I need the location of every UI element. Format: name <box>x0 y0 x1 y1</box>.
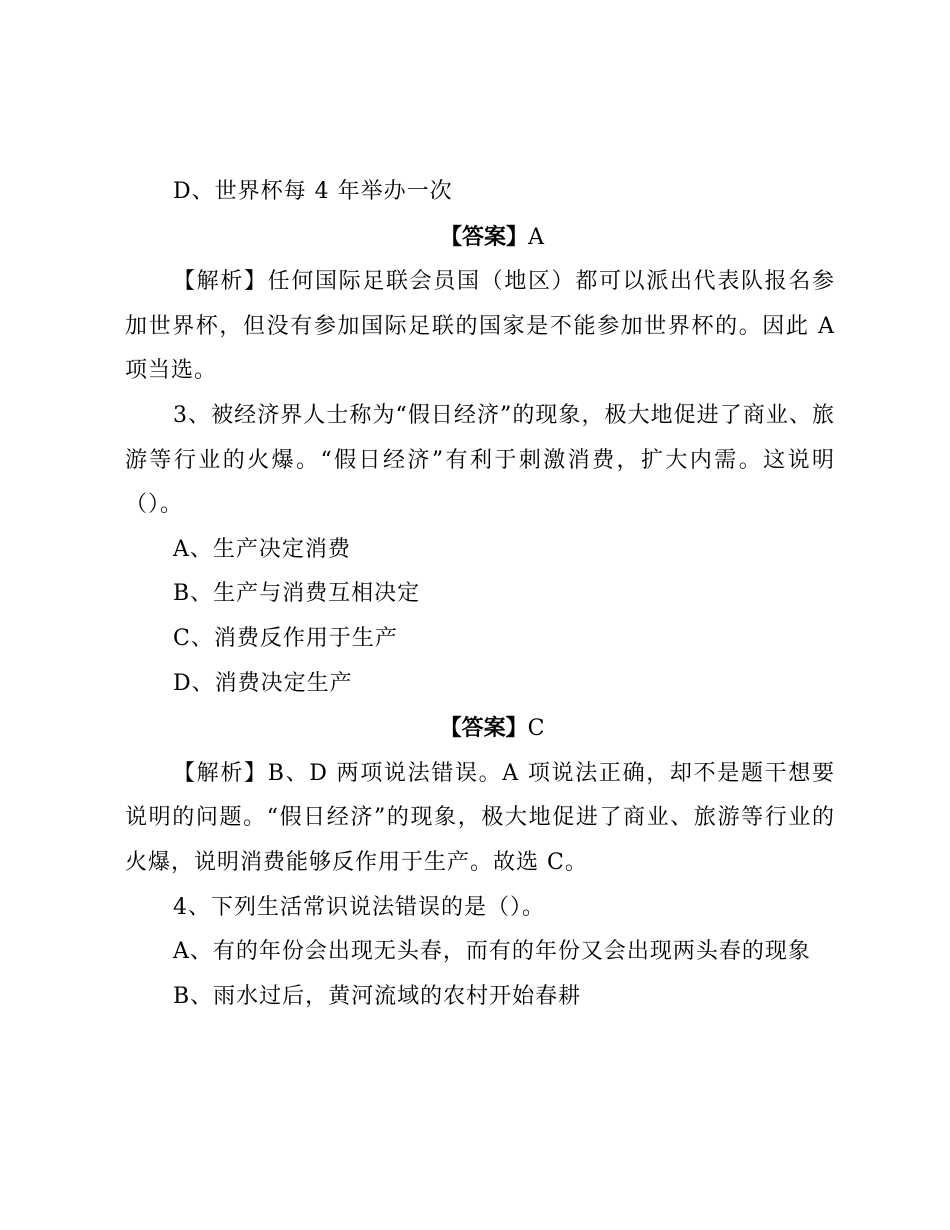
answer-value: C <box>527 716 545 742</box>
option-c-q3: C、消费反作用于生产 <box>173 625 398 651</box>
option-b-q3: B、生产与消费互相决定 <box>173 581 421 607</box>
option-d-q3: D、消费决定生产 <box>173 670 353 696</box>
analysis-label: 【解析】 <box>173 760 268 786</box>
answer-line-q3 <box>125 706 835 752</box>
analysis-label: 【解析】 <box>173 269 268 295</box>
answer-value: A <box>528 224 544 250</box>
analysis-text: 任何国际足联会员国（地区）都可以派出代表队报名参加世界杯，但没有参加国际足联的国家是不能参加世界杯的。因此 A 项当选。 <box>125 269 835 384</box>
question-4: 4、下列生活常识说法错误的是（）。 <box>173 894 545 920</box>
document-page <box>125 170 835 1019</box>
analysis-q2 <box>125 260 835 394</box>
option-b-q4: B、雨水过后，黄河流域的农村开始春耕 <box>173 983 582 1009</box>
analysis-text: B、D 两项说法错误。A 项说法正确，却不是题干想要说明的问题。“假日经济”的现象，极大地促进了商业、旅游等行业的火爆，说明消费能够反作用于生产。故选 C。 <box>125 760 835 875</box>
analysis-q3 <box>125 752 835 886</box>
answer-label: 【答案】 <box>439 715 528 742</box>
option-d-q2: D、世界杯每 4 年举办一次 <box>173 179 453 204</box>
answer-label: 【答案】 <box>440 223 529 250</box>
answer-line-q2 <box>125 215 835 261</box>
option-a-q4: A、有的年份会出现无头春，而有的年份又会出现两头春的现象 <box>173 939 811 965</box>
option-a-q3: A、生产决定消费 <box>173 536 351 562</box>
question-3: 3、被经济界人士称为“假日经济”的现象，极大地促进了商业、旅游等行业的火爆。“假日经济”有利于刺激消费，扩大内需。这说明（）。 <box>125 402 835 518</box>
